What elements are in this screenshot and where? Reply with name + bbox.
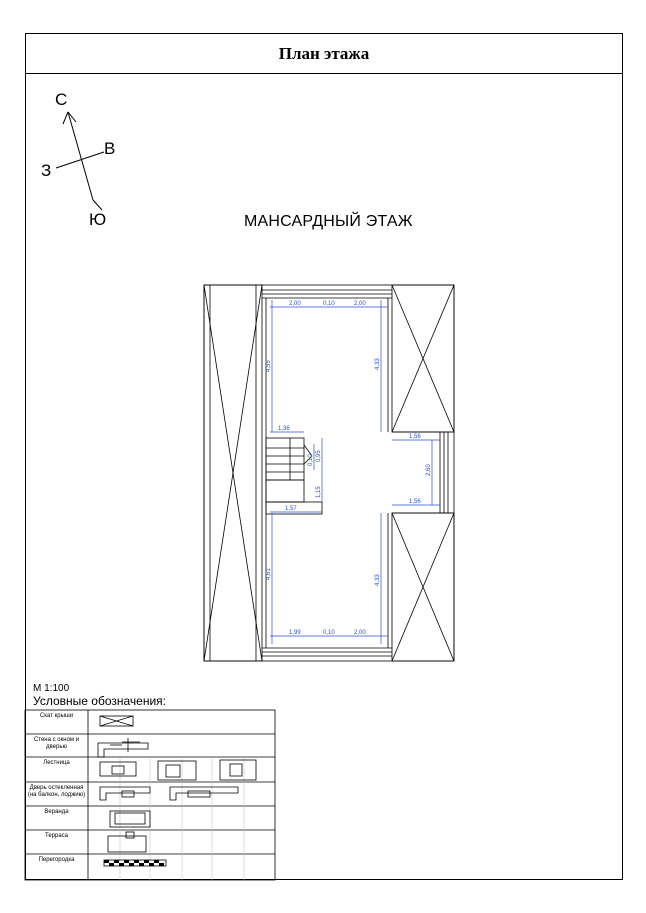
dim-right-upper: 4,33 <box>375 358 381 370</box>
dim-left-upper: 4,55 <box>266 360 272 372</box>
legend-symbol-glazed-door-2 <box>170 787 238 800</box>
legend-symbol-wall <box>98 743 148 757</box>
dim-left-lower: 4,61 <box>266 568 272 580</box>
legend-label-wall: Стена с окном и дверью <box>33 737 80 750</box>
dim-stair-gap: 0,10 <box>308 454 314 466</box>
dim-right-lower: 4,33 <box>375 574 381 586</box>
dim-top-right: 2,00 <box>354 301 366 307</box>
compass-east-label: В <box>104 139 116 158</box>
legend-label-roof: Скат крыши <box>39 713 74 719</box>
scale-label: М 1:100 <box>33 683 70 694</box>
dim-top-left: 2,00 <box>289 301 301 307</box>
legend-symbol-veranda <box>110 811 150 827</box>
compass-north-label: С <box>55 90 68 109</box>
dim-bay-bottom: 1,56 <box>409 499 421 505</box>
dim-bay-mid: 2,60 <box>426 464 432 476</box>
legend-label-partition: Перегородка <box>38 857 75 863</box>
legend-label-terrace: Терраса <box>44 833 68 839</box>
dim-stair-w2: 0,95 <box>316 450 322 462</box>
dim-bottom-left: 1,99 <box>289 630 301 636</box>
legend-symbol-glazed-door-1 <box>100 787 150 800</box>
legend-symbol-stairs-3 <box>220 760 256 780</box>
legend-labels <box>25 710 88 880</box>
compass-south-label: Ю <box>89 210 107 229</box>
legend-label-stairs: Лестница <box>43 760 70 766</box>
legend-label-glazed-door: Дверь остекленная (на балкон, лоджию) <box>27 785 86 798</box>
legend-label-veranda: Веранда <box>44 809 69 815</box>
dim-stair-bottom: 1,57 <box>285 506 297 512</box>
dim-stair-width: 1,36 <box>278 426 290 432</box>
compass-west-label: З <box>41 161 52 180</box>
floor-title: МАНСАРДНЫЙ ЭТАЖ <box>244 213 413 230</box>
dim-stair-h: 1,15 <box>316 486 322 498</box>
dim-bottom-mid: 0,10 <box>323 630 335 636</box>
dim-bottom-right: 2,00 <box>354 630 366 636</box>
page-title: План этажа <box>278 43 370 63</box>
legend-symbol-terrace <box>108 836 146 852</box>
dim-bay-top: 1,56 <box>409 434 421 440</box>
legend-title: Условные обозначения: <box>33 694 166 708</box>
dim-top-mid: 0,10 <box>323 301 335 307</box>
